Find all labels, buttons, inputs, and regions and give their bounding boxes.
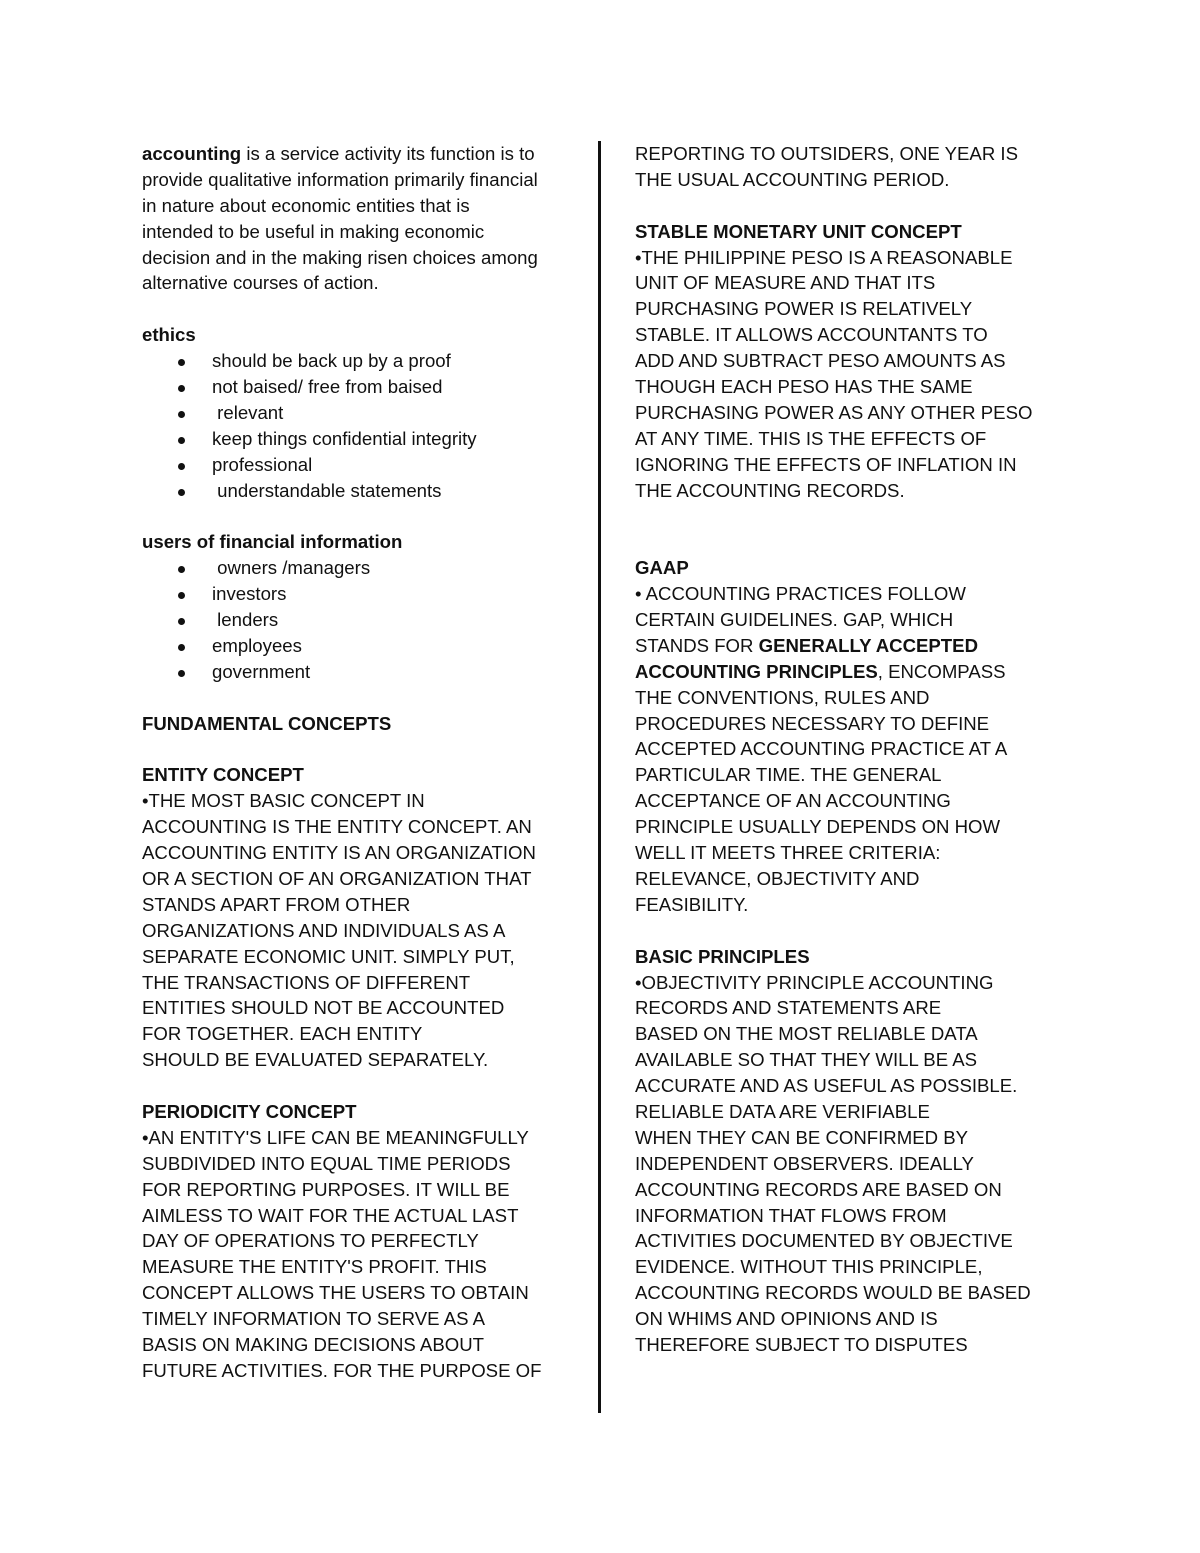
paragraph-line: SHOULD BE EVALUATED SEPARATELY. bbox=[142, 1049, 489, 1071]
paragraph-line: THE CONVENTIONS, RULES AND bbox=[635, 686, 930, 708]
intro-first-line bbox=[142, 141, 582, 167]
intro-first-line-rest: is a service activity its function is to bbox=[241, 143, 535, 164]
paragraph-line: INDEPENDENT OBSERVERS. IDEALLY bbox=[635, 1152, 974, 1174]
list-item: understandable statements bbox=[142, 478, 582, 504]
fundamental-concepts-heading: FUNDAMENTAL CONCEPTS bbox=[142, 712, 392, 734]
paragraph-line: CERTAIN GUIDELINES. GAP, WHICH bbox=[635, 609, 954, 631]
paragraph-line: RELEVANCE, OBJECTIVITY AND bbox=[635, 867, 920, 889]
bullet-dot-icon bbox=[178, 618, 185, 625]
bullet-dot-icon bbox=[178, 592, 185, 599]
paragraph-line: PRINCIPLE USUALLY DEPENDS ON HOW bbox=[635, 816, 1001, 838]
paragraph-line: AT ANY TIME. THIS IS THE EFFECTS OF bbox=[635, 427, 987, 449]
right-column bbox=[635, 141, 1075, 1358]
paragraph-line: RELIABLE DATA ARE VERIFIABLE bbox=[635, 1100, 930, 1122]
column-divider bbox=[598, 141, 601, 1413]
bullet-dot-icon bbox=[178, 566, 185, 573]
paragraph-line: THE TRANSACTIONS OF DIFFERENT bbox=[142, 971, 471, 993]
bullet-dot-icon bbox=[178, 411, 185, 418]
paragraph-line: FOR TOGETHER. EACH ENTITY bbox=[142, 1023, 423, 1045]
bullet-dot-icon bbox=[178, 644, 185, 651]
paragraph-line: WHEN THEY CAN BE CONFIRMED BY bbox=[635, 1126, 969, 1148]
paragraph-line: PROCEDURES NECESSARY TO DEFINE bbox=[635, 712, 990, 734]
paragraph-line: FUTURE ACTIVITIES. FOR THE PURPOSE OF bbox=[142, 1359, 542, 1381]
list-item: investors bbox=[142, 581, 582, 607]
paragraph-line: IGNORING THE EFFECTS OF INFLATION IN bbox=[635, 453, 1017, 475]
paragraph-line: ORGANIZATIONS AND INDIVIDUALS AS A bbox=[142, 919, 506, 941]
users-heading: users of financial information bbox=[142, 531, 403, 553]
list-item: owners /managers bbox=[142, 555, 582, 581]
bullet-dot-icon bbox=[178, 670, 185, 677]
gaap-term-bold: GENERALLY ACCEPTED bbox=[758, 634, 978, 656]
bullet-dot-icon bbox=[178, 359, 185, 366]
paragraph-line: THOUGH EACH PESO HAS THE SAME bbox=[635, 376, 973, 398]
paragraph-line: TIMELY INFORMATION TO SERVE AS A bbox=[142, 1308, 486, 1330]
bullet-dot-icon bbox=[178, 437, 185, 444]
periodicity-concept-heading: PERIODICITY CONCEPT bbox=[142, 1100, 357, 1122]
paragraph-line: BASIS ON MAKING DECISIONS ABOUT bbox=[142, 1333, 484, 1355]
list-item: government bbox=[142, 659, 582, 685]
stable-monetary-unit-heading: STABLE MONETARY UNIT CONCEPT bbox=[635, 220, 962, 242]
bullet-dot-icon bbox=[178, 489, 185, 496]
paragraph-line: STANDS APART FROM OTHER bbox=[142, 893, 411, 915]
paragraph-line: FOR REPORTING PURPOSES. IT WILL BE bbox=[142, 1178, 510, 1200]
paragraph-line: ACCOUNTING IS THE ENTITY CONCEPT. AN bbox=[142, 816, 532, 838]
paragraph-line: ACCEPTED ACCOUNTING PRACTICE AT A bbox=[635, 738, 1008, 760]
paragraph-line: AIMLESS TO WAIT FOR THE ACTUAL LAST bbox=[142, 1204, 519, 1226]
list-item: should be back up by a proof bbox=[142, 348, 582, 374]
paragraph-line: AVAILABLE SO THAT THEY WILL BE AS bbox=[635, 1049, 978, 1071]
paragraph-line: • ACCOUNTING PRACTICES FOLLOW bbox=[635, 583, 966, 605]
intro-line: decision and in the making risen choices among bbox=[142, 246, 538, 268]
gaap-heading: GAAP bbox=[635, 557, 689, 579]
intro-line: intended to be useful in making economic bbox=[142, 220, 485, 242]
paragraph-line: WELL IT MEETS THREE CRITERIA: bbox=[635, 842, 941, 864]
paragraph-line: FEASIBILITY. bbox=[635, 893, 749, 915]
ethics-heading: ethics bbox=[142, 324, 196, 346]
paragraph-line: SEPARATE ECONOMIC UNIT. SIMPLY PUT, bbox=[142, 945, 515, 967]
list-item: keep things confidential integrity bbox=[142, 426, 582, 452]
paragraph-line: ACCOUNTING RECORDS ARE BASED ON bbox=[635, 1178, 1002, 1200]
basic-principles-heading: BASIC PRINCIPLES bbox=[635, 945, 810, 967]
paragraph-line: BASED ON THE MOST RELIABLE DATA bbox=[635, 1023, 978, 1045]
paragraph-line: DAY OF OPERATIONS TO PERFECTLY bbox=[142, 1230, 479, 1252]
gaap-term-bold: ACCOUNTING PRINCIPLES bbox=[635, 660, 878, 682]
bullet-dot-icon bbox=[178, 463, 185, 470]
list-item: employees bbox=[142, 633, 582, 659]
paragraph-line: STANDS FOR GENERALLY ACCEPTED bbox=[635, 634, 978, 656]
paragraph-line: CONCEPT ALLOWS THE USERS TO OBTAIN bbox=[142, 1282, 529, 1304]
paragraph-line: •THE PHILIPPINE PESO IS A REASONABLE bbox=[635, 246, 1013, 268]
paragraph-line: •THE MOST BASIC CONCEPT IN bbox=[142, 790, 425, 812]
paragraph-line: ACCOUNTING PRINCIPLES, ENCOMPASS bbox=[635, 660, 1006, 682]
left-column bbox=[142, 141, 582, 1384]
paragraph-line: ADD AND SUBTRACT PESO AMOUNTS AS bbox=[635, 350, 1006, 372]
paragraph-line: ENTITIES SHOULD NOT BE ACCOUNTED bbox=[142, 997, 505, 1019]
paragraph-line: ACCEPTANCE OF AN ACCOUNTING bbox=[635, 790, 951, 812]
paragraph-line: EVIDENCE. WITHOUT THIS PRINCIPLE, bbox=[635, 1256, 983, 1278]
list-item: not baised/ free from baised bbox=[142, 374, 582, 400]
paragraph-line: INFORMATION THAT FLOWS FROM bbox=[635, 1204, 947, 1226]
paragraph-line: RECORDS AND STATEMENTS ARE bbox=[635, 997, 942, 1019]
intro-line: provide qualitative information primarily financial bbox=[142, 168, 538, 190]
accounting-term: accounting bbox=[142, 143, 242, 164]
paragraph-line: SUBDIVIDED INTO EQUAL TIME PERIODS bbox=[142, 1152, 511, 1174]
paragraph-line: ON WHIMS AND OPINIONS AND IS bbox=[635, 1308, 938, 1330]
bullet-dot-icon bbox=[178, 385, 185, 392]
paragraph-line: PURCHASING POWER AS ANY OTHER PESO bbox=[635, 401, 1033, 423]
paragraph-line: ACCOUNTING ENTITY IS AN ORGANIZATION bbox=[142, 842, 536, 864]
paragraph-line: THEREFORE SUBJECT TO DISPUTES bbox=[635, 1333, 968, 1355]
paragraph-line: ACCURATE AND AS USEFUL AS POSSIBLE. bbox=[635, 1075, 1018, 1097]
paragraph-line: OR A SECTION OF AN ORGANIZATION THAT bbox=[142, 867, 532, 889]
paragraph-line: PURCHASING POWER IS RELATIVELY bbox=[635, 298, 973, 320]
paragraph-line: REPORTING TO OUTSIDERS, ONE YEAR IS bbox=[635, 143, 1018, 164]
paragraph-line: •OBJECTIVITY PRINCIPLE ACCOUNTING bbox=[635, 971, 994, 993]
paragraph-line: STABLE. IT ALLOWS ACCOUNTANTS TO bbox=[635, 324, 988, 346]
paragraph-line: UNIT OF MEASURE AND THAT ITS bbox=[635, 272, 936, 294]
paragraph-line: •AN ENTITY'S LIFE CAN BE MEANINGFULLY bbox=[142, 1126, 529, 1148]
paragraph-line: ACCOUNTING RECORDS WOULD BE BASED bbox=[635, 1282, 1031, 1304]
paragraph-line: PARTICULAR TIME. THE GENERAL bbox=[635, 764, 942, 786]
intro-line: alternative courses of action. bbox=[142, 272, 379, 294]
list-item: professional bbox=[142, 452, 582, 478]
paragraph-line: MEASURE THE ENTITY'S PROFIT. THIS bbox=[142, 1256, 487, 1278]
list-item: lenders bbox=[142, 607, 582, 633]
paragraph-line: THE USUAL ACCOUNTING PERIOD. bbox=[635, 168, 950, 190]
entity-concept-heading: ENTITY CONCEPT bbox=[142, 764, 304, 786]
paragraph-line: ACTIVITIES DOCUMENTED BY OBJECTIVE bbox=[635, 1230, 1013, 1252]
paragraph-line: THE ACCOUNTING RECORDS. bbox=[635, 479, 905, 501]
intro-line: in nature about economic entities that is bbox=[142, 194, 470, 216]
list-item: relevant bbox=[142, 400, 582, 426]
